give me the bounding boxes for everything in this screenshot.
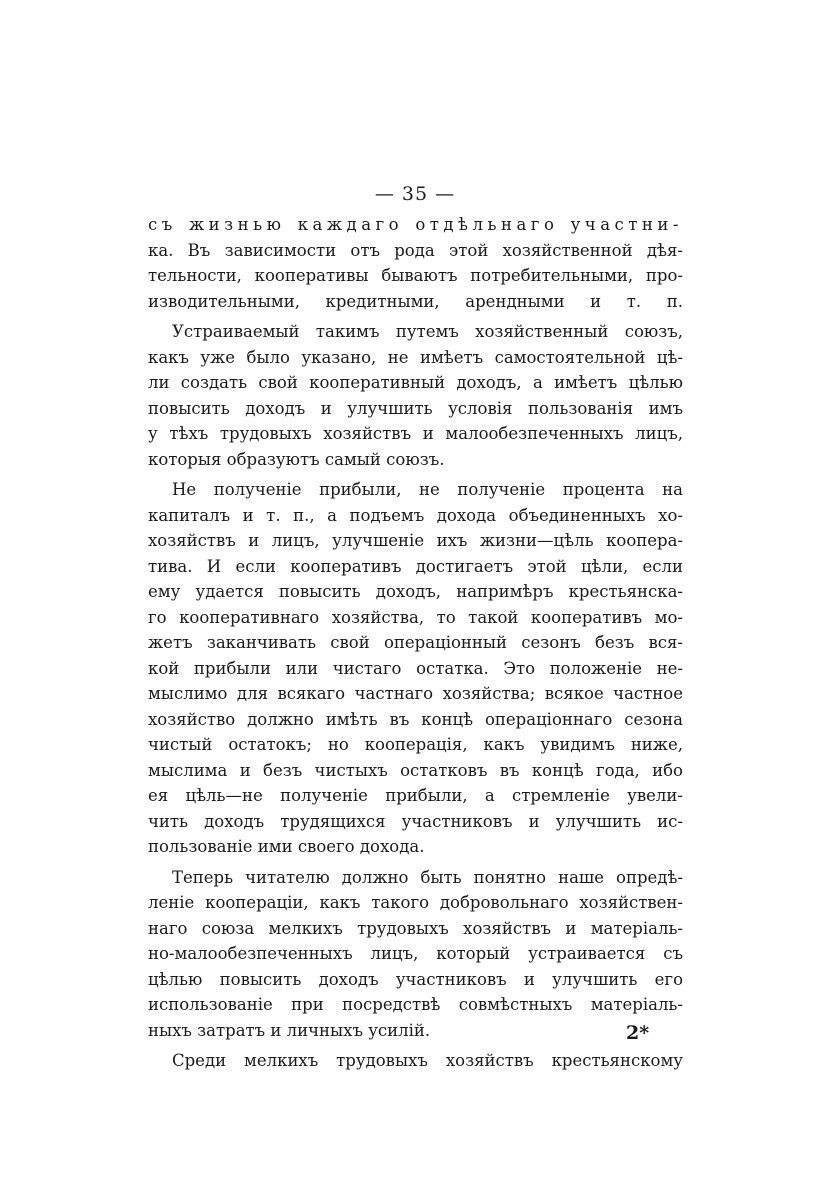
text-line: повысить доходъ и улучшить условія пользованія имъ: [148, 398, 683, 418]
text-line: которыя образуютъ самый союзъ.: [148, 449, 445, 469]
text-line: хозяйство должно имѣть въ концѣ операціоннаго сезона: [148, 709, 683, 729]
text-line: леніе коопераціи, какъ такого добровольнаго хозяйствен-: [148, 893, 683, 912]
text-line: мыслимо для всякаго частнаго хозяйства; всякое частное: [148, 684, 683, 703]
text-line: кой прибыли или чистаго остатка. Это положеніе не-: [148, 658, 683, 678]
text-line: но-малообезпеченныхъ лицъ, который устраивается съ: [148, 944, 683, 963]
text-line: ему удается повысить доходъ, напримѣръ крестьянска-: [148, 582, 683, 601]
text-line: ка. Въ зависимости отъ рода этой хозяйственной дѣя-: [148, 240, 683, 260]
text-line: ли создать свой кооперативный доходъ, а имѣетъ цѣлью: [148, 373, 683, 392]
text-line: Теперь читателю должно быть понятно наше опредѣ-: [172, 867, 683, 887]
text-line: ея цѣль—не полученіе прибыли, а стремленіе увели-: [148, 786, 683, 805]
text-line: наго союза мелкихъ трудовыхъ хозяйствъ и матеріаль-: [148, 918, 683, 938]
text-line: ныхъ затратъ и личныхъ усилій.: [148, 1020, 431, 1040]
text-line: цѣлью повысить доходъ участниковъ и улучшить его: [148, 969, 683, 989]
text-line: какъ уже было указано, не имѣетъ самостоятельной цѣ-: [148, 347, 683, 367]
text-line: у тѣхъ трудовыхъ хозяйствъ и малообезпеченныхъ лицъ,: [148, 424, 683, 443]
signature-mark: 2*: [626, 1022, 650, 1044]
text-line: го кооперативнаго хозяйства, то такой кооперативъ мо-: [148, 607, 683, 627]
text-line: чистый остатокъ; но кооперація, какъ увидимъ ниже,: [148, 735, 683, 754]
text-line: изводительными, кредитными, арендными и т. п.: [148, 291, 683, 311]
text-line: мыслима и безъ чистыхъ остатковъ въ концѣ года, ибо: [148, 760, 683, 780]
page-number: — 35 —: [374, 183, 456, 205]
text-line: хозяйствъ и лицъ, улучшеніе ихъ жизни—цѣль коопера-: [148, 531, 683, 550]
text-line: Среди мелкихъ трудовыхъ хозяйствъ крестьянскому: [172, 1051, 683, 1070]
text-line: чить доходъ трудящихся участниковъ и улучшить ис-: [148, 811, 683, 831]
text-line: пользованіе ими своего дохода.: [148, 837, 425, 856]
text-line: капиталъ и т. п., а подъемъ дохода объединенныхъ хо-: [148, 505, 683, 525]
text-line: жетъ заканчивать свой операціонный сезонъ безъ вся-: [148, 633, 683, 652]
text-line: тива. И если кооперативъ достигаетъ этой цѣли, если: [148, 556, 683, 576]
body-text: [148, 212, 683, 1074]
text-line: Устраиваемый такимъ путемъ хозяйственный союзъ,: [172, 322, 683, 341]
text-line: тельности, кооперативы бываютъ потребительными, про-: [148, 266, 683, 285]
text-line: Не полученіе прибыли, не полученіе процента на: [172, 480, 683, 499]
text-line: съ жизнью каждаго отдѣльнаго участни-: [148, 215, 683, 234]
text-line: использованіе при посредствѣ совмѣстныхъ матеріаль-: [148, 995, 683, 1014]
